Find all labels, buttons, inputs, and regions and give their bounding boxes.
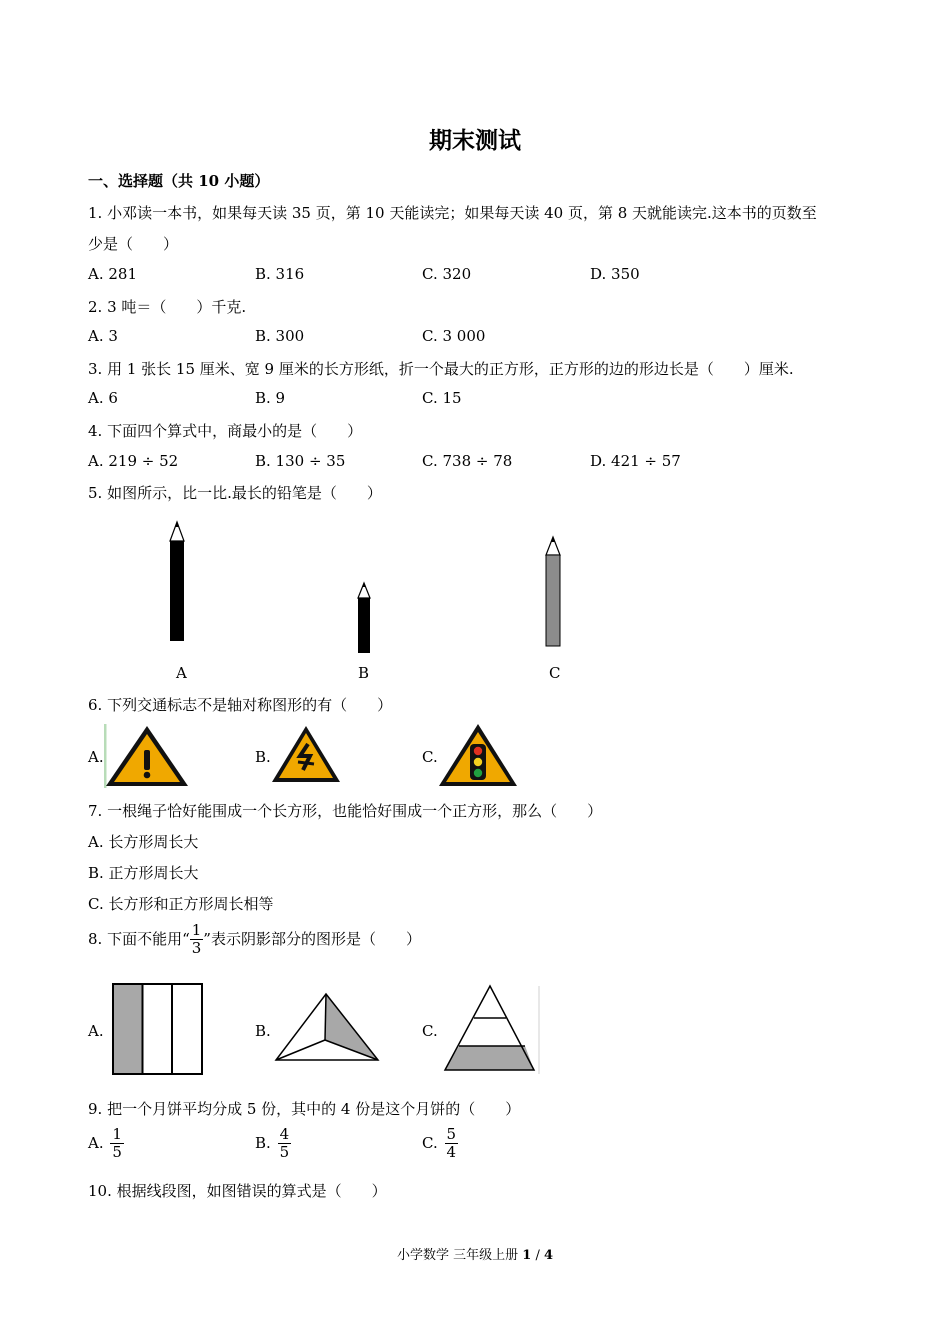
- q9-option-c-denominator: 4: [446, 1143, 457, 1162]
- q9-option-b[interactable]: [255, 1126, 291, 1162]
- q7-stem: 7. 一根绳子恰好能围成一个长方形，也能恰好围成一个正方形，那么（ ）: [88, 802, 603, 820]
- q1-option-c[interactable]: C. 320: [422, 265, 472, 283]
- layered-triangle-figure[interactable]: [440, 982, 542, 1076]
- q4-option-a[interactable]: A. 219 ÷ 52: [88, 452, 179, 470]
- q9-option-a-numerator: 1: [112, 1125, 122, 1143]
- page-footer: [0, 1244, 950, 1263]
- q9-option-b-denominator: 5: [279, 1143, 290, 1162]
- q3-option-a[interactable]: A. 6: [88, 389, 118, 407]
- q9-option-a-fraction: [110, 1126, 124, 1162]
- pencil-b[interactable]: [358, 583, 370, 653]
- q9-stem: 9. 把一个月饼平均分成 5 份，其中的 4 份是这个月饼的（ ）: [88, 1100, 521, 1118]
- q4-option-d[interactable]: D. 421 ÷ 57: [590, 452, 681, 470]
- q9-option-a-denominator: 5: [112, 1143, 122, 1162]
- section-heading: 一、选择题（共 10 小题）: [88, 172, 270, 190]
- q8-option-c-label[interactable]: C.: [422, 1022, 438, 1040]
- q3-stem: 3. 用 1 张长 15 厘米、宽 9 厘米的长方形纸，折一个最大的正方形，正方形的边的形边长是（ ）厘米.: [88, 360, 794, 378]
- q6-option-c-label[interactable]: C.: [422, 748, 438, 766]
- q1-option-b[interactable]: B. 316: [255, 265, 305, 283]
- q2-stem: 2. 3 吨＝（ ）千克.: [88, 298, 247, 316]
- q9-option-b-fraction: [278, 1126, 292, 1162]
- q2-option-b[interactable]: B. 300: [255, 327, 305, 345]
- q8-option-a-label[interactable]: A.: [88, 1022, 104, 1040]
- footer-text: 小学数学 三年级上册: [396, 1248, 519, 1263]
- q3-option-b[interactable]: B. 9: [255, 389, 286, 407]
- q5-stem: 5. 如图所示，比一比.最长的铅笔是（ ）: [88, 484, 382, 502]
- q1-option-a[interactable]: A. 281: [88, 265, 137, 283]
- q6-stem: 6. 下列交通标志不是轴对称图形的有（ ）: [88, 696, 393, 714]
- footer-separator: /: [531, 1248, 544, 1263]
- q6-option-b-label[interactable]: B.: [255, 748, 271, 766]
- footer-page-total: 4: [543, 1248, 554, 1263]
- q8-stem: [88, 922, 421, 958]
- q9-option-a[interactable]: [88, 1126, 124, 1162]
- pencil-figure: [160, 515, 580, 655]
- q8-fraction: [190, 922, 204, 958]
- q9-option-c[interactable]: [422, 1126, 458, 1162]
- q7-option-c[interactable]: C. 长方形和正方形周长相等: [88, 895, 274, 913]
- q4-option-c[interactable]: C. 738 ÷ 78: [422, 452, 513, 470]
- q6-option-a-label[interactable]: A.: [88, 748, 104, 766]
- q9-option-c-label: C.: [422, 1133, 438, 1152]
- q8-fraction-numerator: 1: [191, 921, 202, 939]
- q9-option-b-numerator: 4: [279, 1125, 290, 1143]
- footer-page-number: 1: [522, 1248, 532, 1263]
- pencil-c[interactable]: [546, 537, 560, 646]
- pencil-label-b: B: [358, 664, 370, 682]
- q1-stem-line1: 1. 小邓读一本书，如果每天读 35 页，第 10 天能读完；如果每天读 40 页，第 8 天就能读完.这本书的页数至: [88, 204, 817, 222]
- q9-option-a-label: A.: [88, 1133, 104, 1152]
- q1-stem-line2: 少是（ ）: [88, 235, 179, 253]
- q3-option-c[interactable]: C. 15: [422, 389, 462, 407]
- traffic-light-sign-icon[interactable]: [437, 722, 519, 788]
- q8-stem-pre: 8. 下面不能用“: [88, 929, 190, 948]
- pencil-label-a: A: [176, 664, 187, 682]
- q9-option-c-fraction: [445, 1126, 459, 1162]
- q8-fraction-denominator: 3: [191, 939, 202, 958]
- q2-option-a[interactable]: A. 3: [88, 327, 118, 345]
- pencil-label-c: C: [549, 664, 561, 682]
- q9-option-c-numerator: 5: [446, 1125, 457, 1143]
- q4-stem: 4. 下面四个算式中，商最小的是（ ）: [88, 422, 363, 440]
- q8-stem-post: ”表示阴影部分的图形是（ ）: [203, 929, 421, 948]
- q1-option-d[interactable]: D. 350: [590, 265, 640, 283]
- q8-option-b-label[interactable]: B.: [255, 1022, 271, 1040]
- q10-stem: 10. 根据线段图，如图错误的算式是（ ）: [88, 1182, 387, 1200]
- triangle-pyramid-figure[interactable]: [272, 988, 387, 1068]
- q2-option-c[interactable]: C. 3 000: [422, 327, 486, 345]
- rockfall-sign-icon[interactable]: [270, 722, 342, 786]
- q7-option-a[interactable]: A. 长方形周长大: [88, 833, 199, 851]
- pencil-a[interactable]: [170, 522, 184, 641]
- q4-option-b[interactable]: B. 130 ÷ 35: [255, 452, 346, 470]
- rectangle-thirds-figure[interactable]: [110, 982, 205, 1076]
- q9-option-b-label: B.: [255, 1133, 271, 1152]
- q7-option-b[interactable]: B. 正方形周长大: [88, 864, 199, 882]
- page-title: 期末测试: [429, 127, 521, 154]
- warning-sign-icon[interactable]: [104, 722, 190, 790]
